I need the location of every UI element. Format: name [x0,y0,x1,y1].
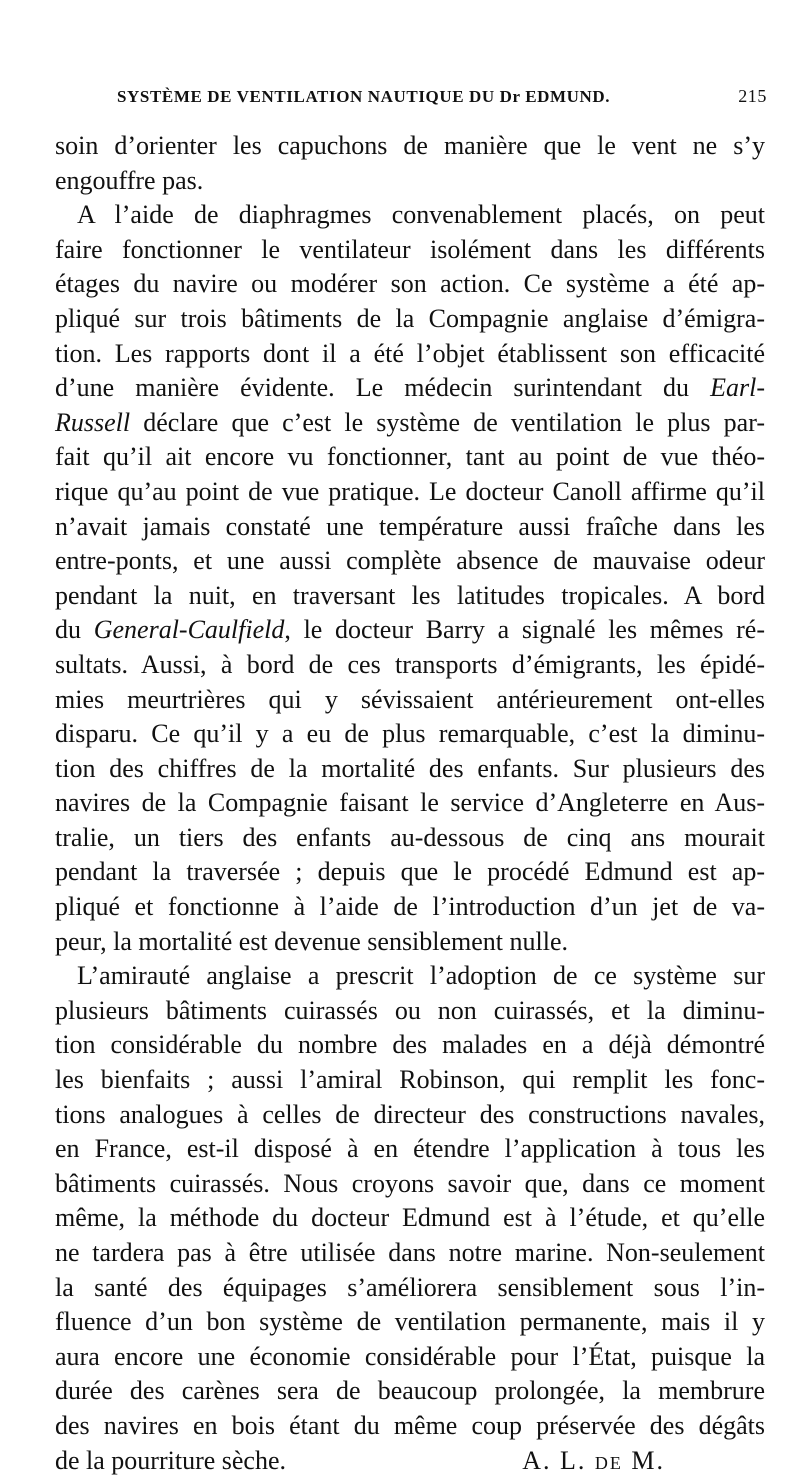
text-line: en France, est-il disposé à en étendre l’application à tous les [55,1134,765,1164]
signature-particle: de [594,1445,623,1475]
text-line: n’avait jamais constaté une température aussi fraîche dans les [55,511,765,541]
text-run: déclare que c’est le système de ventilation le plus par- [130,407,765,437]
text-run: d’une manière évidente. Le médecin surintendant du [55,373,711,403]
author-signature [522,1444,665,1478]
text-line: aura encore une économie considérable pour l’État, puisque la [55,1341,765,1371]
text-run: de la pourriture sèche. [55,1445,287,1475]
text-line: navires de la Compagnie faisant le service d’Angleterre en Aus- [55,788,765,818]
text-line: sultats. Aussi, à bord de ces transports d’émigrants, les épidé- [55,649,765,679]
signature-initials: A. L. [522,1445,587,1475]
text-line: entre-ponts, et une aussi complète absence de mauvaise odeur [55,546,765,576]
text-line: bâtiments cuirassés. Nous croyons savoir que, dans ce moment [55,1168,765,1198]
page-number: 215 [738,86,767,106]
body-text [55,129,765,1478]
text-line: peur, la mortalité est devenue sensiblement nulle. [55,926,569,956]
text-line: fluence d’un bon système de ventilation permanente, mais il y [55,1307,765,1337]
text-line [55,1444,765,1478]
text-line: ne tardera pas à être utilisée dans notre marine. Non-seulement [55,1238,765,1267]
ship-name-russell: Russell [55,407,131,437]
text-line: faire fonctionner le ventilateur isolément dans les différents [55,234,765,264]
text-line: tralie, un tiers des enfants au-dessous de cinq ans mourait [55,822,765,852]
ship-name-earl: Earl- [710,373,765,403]
text-line: A l’aide de diaphragmes convenablement placés, on peut [77,200,765,230]
text-line: pendant la nuit, en traversant les latitudes tropicales. A bord [55,580,765,610]
text-line [55,613,765,648]
text-line: tion considérable du nombre des malades en a déjà démontré [55,1030,765,1060]
ship-name-general-caulfield: General-Caulfield [93,615,285,645]
text-line: fait qu’il ait encore vu fonctionner, tant au point de vue théo- [55,442,765,472]
text-line: pliqué sur trois bâtiments de la Compagnie anglaise d’émigra- [55,303,765,333]
signature-initial-m: M. [631,1445,665,1475]
text-line: pendant la traversée ; depuis que le procédé Edmund est ap- [55,857,765,887]
text-line: tions analogues à celles de directeur des constructions navales, [55,1099,765,1129]
text-line: mies meurtrières qui y sévissaient antérieurement ont-elles [55,684,765,714]
text-line: engouffre pas. [55,165,204,195]
text-line: tion. Les rapports dont il a été l’objet établissent son efficacité [55,338,765,368]
text-line: les bienfaits ; aussi l’amiral Robinson, qui remplit les fonc- [55,1065,765,1095]
text-line: des navires en bois étant du même coup préservée des dégâts [55,1410,765,1440]
text-line [55,406,765,441]
text-line: soin d’orienter les capuchons de manière que le vent ne s’y [55,131,765,160]
running-title: SYSTÈME DE VENTILATION NAUTIQUE DU Dr EDMUND. [117,87,611,106]
text-line: la santé des équipages s’améliorera sensiblement sous l’in- [55,1272,765,1302]
text-line: étages du navire ou modérer son action. Ce système a été ap- [55,269,765,299]
text-line: tion des chiffres de la mortalité des enfants. Sur plusieurs des [55,753,765,783]
text-line: pliqué et fonctionne à l’aide de l’introduction d’un jet de va- [55,892,765,922]
text-run: , le docteur Barry a signalé les mêmes ré- [284,615,766,645]
text-line: plusieurs bâtiments cuirassés ou non cuirassés, et la diminu- [55,995,765,1025]
text-line [55,371,765,406]
text-line: disparu. Ce qu’il y a eu de plus remarquable, c’est la diminu- [55,719,765,749]
text-line: rique qu’au point de vue pratique. Le docteur Canoll affirme qu’il [55,476,765,506]
text-line: durée des carènes sera de beaucoup prolongée, la membrure [55,1376,765,1406]
running-head [117,86,767,107]
text-run: du [55,615,94,645]
text-line: L’amirauté anglaise a prescrit l’adoption de ce système sur [77,961,765,991]
text-line: même, la méthode du docteur Edmund est à l’étude, et qu’elle [55,1203,765,1233]
